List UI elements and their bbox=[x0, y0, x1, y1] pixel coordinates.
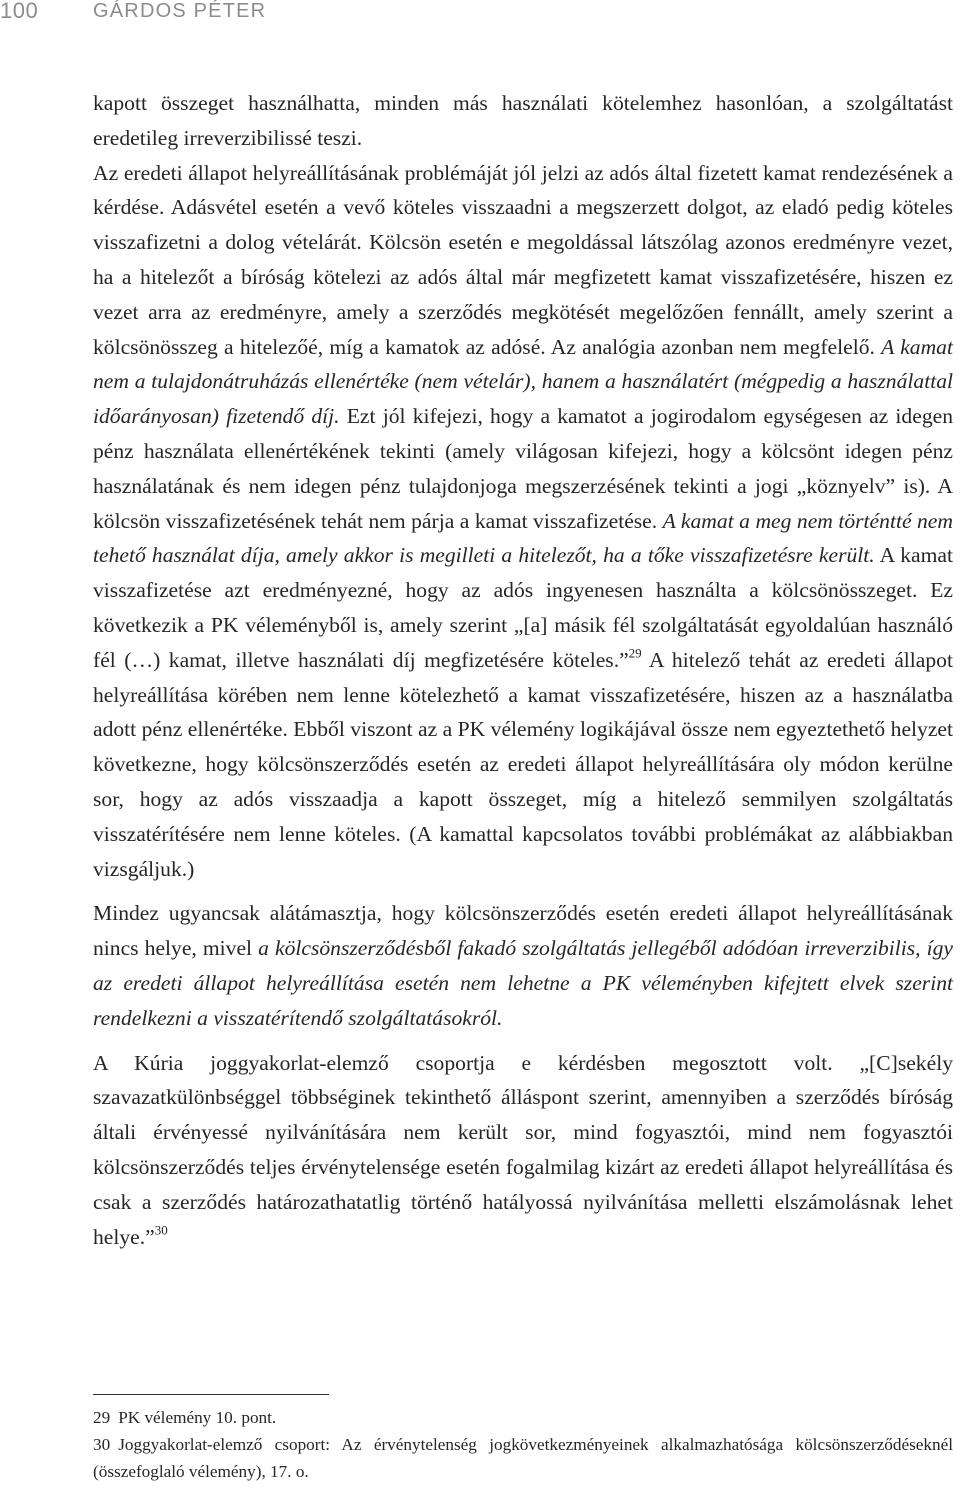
italic-segment: A kamat nem a tulajdonátruházás ellenértéke (nem vételár), hanem a használatért (mégpedig a használattal időarányosan) fizetendő díj. bbox=[93, 334, 953, 429]
running-title: GÁRDOS PÉTER bbox=[93, 0, 267, 22]
text-segment: Az eredeti állapot helyreállításának problémáját jól jelzi az adós által fizetett kamat rendezésének a kérdése. Adásvétel esetén a vevő köteles visszaadni a megszerzett dolgot, az eladó pedig köteles visszafizetni a dolog vételárát. Kölcsön esetén e megoldással látszólag azonos eredményre vezet, ha a hitelezőt a bíróság kötelezi az adós által már megfizetett kamat visszafizetésére, hiszen ez vezet arra az eredményre, amely a szerződés megkötését megelőzően fennállt, amely szerint a kölcsönösszeg a hitelezőé, míg a kamatok az adósé. Az analógia azonban nem megfelelő. bbox=[93, 160, 953, 359]
footnote-29 bbox=[93, 1404, 953, 1431]
text-segment: A Kúria joggyakorlat-elemző csoportja e kérdésben megosztott volt. „[C]sekély szavazatkülönbséggel többséginek tekinthető álláspont szerint, amennyiben a szerződés bíróság általi érvényessé nyilvánítására nem került sor, mind fogyasztói, mind nem fogyasztói kölcsönszerződés teljes érvénytelensége esetén fogalmilag kizárt az eredeti állapot helyreállítása és csak a szerződés határozathatatlig történő hatályossá nyilvánítása melletti elszámolásnak lehet helye.” bbox=[93, 1050, 953, 1249]
footnote-number: 30 bbox=[93, 1435, 111, 1454]
italic-segment: a kölcsönszerződésből fakadó szolgáltatás jellegéből adódóan irreverzibilis, így az eredeti állapot helyreállítása esetén nem lehetne a PK véleményben kifejtett elvek szerint rendelkezni a visszatérítendő szolgáltatásokról. bbox=[93, 936, 953, 1030]
footnote-divider bbox=[93, 1394, 329, 1395]
footnote-ref-30: 30 bbox=[154, 1221, 168, 1237]
text-segment: A kamat visszafizetése azt eredményezné, hogy az adós ingyenesen használta a kölcsönösszeget. Ez következik a PK véleményből is, amely szerint „[a] másik fél szolgáltatását egyoldalúan használó fél (…) kamat, illetve használati díj megfizetésére köteles.” bbox=[93, 543, 954, 672]
paragraph-4 bbox=[93, 1046, 953, 1255]
text-segment: Ezt jól kifejezi, hogy a kamatot a jogirodalom egységesen az idegen pénz használata ellenértékének tekinti (amely világosan kifejezi, hogy a kölcsönt idegen pénz használatának és nem idegen pénz tulajdonjoga megszerzésének tekinti a jogi „köznyelv” is). A kölcsön visszafizetésének tehát nem párja a kamat visszafizetése. bbox=[93, 404, 953, 533]
text-segment: A hitelező tehát az eredeti állapot helyreállítása körében nem lenne kötelezhető a kamat visszafizetésére, hiszen az a használatba adott pénz ellenértéke. Ebből viszont az a PK vélemény logikájával össze nem egyeztethető helyzet következne, hogy kölcsönszerződés esetén az eredeti állapot helyreállítására oly módon kerülne sor, hogy az adós visszaadja a kapott összeget, míg a hitelező semmilyen szolgáltatás visszatérítésére nem lenne köteles. (A kamattal kapcsolatos további problémákat az alábbiakban vizsgáljuk.) bbox=[93, 647, 953, 881]
page-number: 100 bbox=[0, 0, 39, 23]
footnotes bbox=[93, 1404, 953, 1485]
text-segment: Mindez ugyancsak alátámasztja, hogy kölcsönszerződés esetén eredeti állapot helyreállításának nincs helye, mivel bbox=[93, 901, 953, 961]
text-segment: kapott összeget használhatta, minden más használati kötelemhez hasonlóan, a szolgáltatást eredetileg irreverzibilissé teszi. bbox=[93, 91, 953, 150]
paragraph-1 bbox=[93, 86, 953, 156]
italic-segment: A kamat a meg nem történtté nem tehető használat díja, amely akkor is megilleti a hitelezőt, ha a tőke visszafizetésre került. bbox=[93, 508, 953, 568]
body-text bbox=[93, 86, 953, 1254]
footnote-ref-29: 29 bbox=[628, 645, 642, 660]
paragraph-2 bbox=[93, 156, 953, 887]
footnote-text: Joggyakorlat-elemző csoport: Az érvénytelenség jogkövetkezményeinek alkalmazhatósága kölcsönszerződéseknél (összefoglaló vélemény), 17. o. bbox=[93, 1435, 953, 1481]
footnote-number: 29 bbox=[93, 1408, 111, 1427]
footnote-text: PK vélemény 10. pont. bbox=[118, 1408, 277, 1427]
paragraph-3 bbox=[93, 896, 953, 1035]
footnote-30 bbox=[93, 1431, 953, 1485]
